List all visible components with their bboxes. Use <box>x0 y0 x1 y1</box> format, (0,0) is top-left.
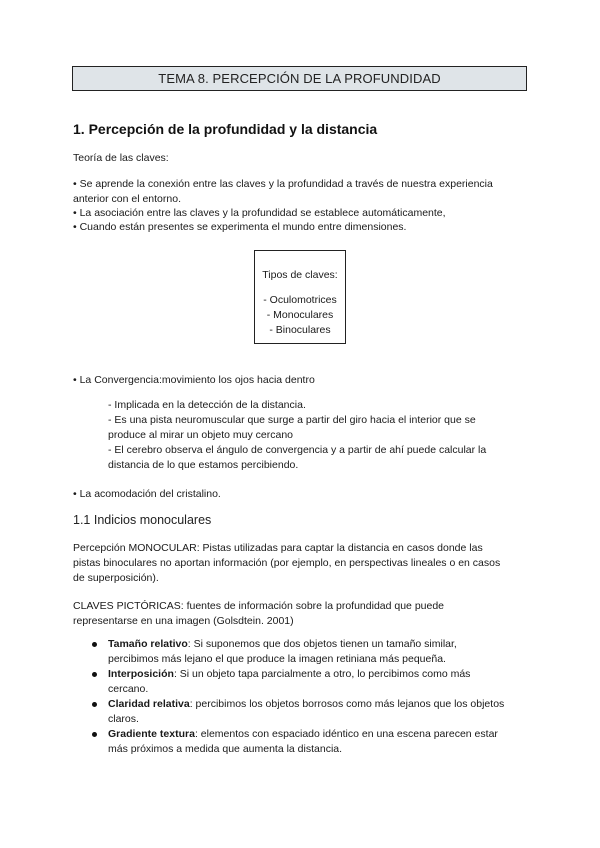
cue-line: claros. <box>108 713 139 725</box>
section-heading: 1. Percepción de la profundidad y la distancia <box>73 121 378 137</box>
bullet-line: • La asociación entre las claves y la profundidad se establece automáticamente, <box>73 207 446 219</box>
types-box-item: - Monoculares <box>266 309 334 321</box>
cue-term: Interposición <box>108 668 174 680</box>
bullet-line: • Se aprende la conexión entre las claves y la profundidad a través de nuestra experiencia <box>73 178 493 190</box>
bullet-dot-icon <box>92 702 97 707</box>
cue-term: Tamaño relativo <box>108 638 188 650</box>
convergence-detail: - Es una pista neuromuscular que surge a partir del giro hacia el interior que se <box>108 414 476 426</box>
cue-line <box>108 697 504 712</box>
bullet-dot-icon <box>92 672 97 677</box>
cue-line: percibimos más lejano el que produce la imagen retiniana más pequeña. <box>108 653 446 665</box>
bullet-dot-icon <box>92 732 97 737</box>
theory-label: Teoría de las claves: <box>73 152 169 164</box>
cue-text: : Si suponemos que dos objetos tienen un tamaño similar, <box>187 638 457 650</box>
types-box-title: Tipos de claves: <box>262 269 338 281</box>
cue-line <box>108 637 457 652</box>
subsection-heading: 1.1 Indicios monoculares <box>73 513 212 527</box>
convergence-detail: distancia de lo que estamos percibiendo. <box>108 459 299 471</box>
cue-text: : elementos con espaciado idéntico en una escena parecen estar <box>194 728 498 740</box>
convergence-bullet: • La Convergencia:movimiento los ojos hacia dentro <box>73 374 315 386</box>
cue-term: Gradiente textura <box>108 728 195 740</box>
cue-text: : percibimos los objetos borrosos como más lejanos que los objetos <box>189 698 505 710</box>
cue-term: Claridad relativa <box>108 698 190 710</box>
types-box-item: - Binoculares <box>269 324 331 336</box>
monocular-para-line: Percepción MONOCULAR: Pistas utilizadas para captar la distancia en casos donde las <box>73 542 483 554</box>
bullet-line: • Cuando están presentes se experimenta el mundo entre dimensiones. <box>73 221 407 233</box>
monocular-para-line: pistas binoculares no aportan información (por ejemplo, en perspectivas lineales o en casos <box>73 557 501 569</box>
cue-line <box>108 667 470 682</box>
accommodation-bullet: • La acomodación del cristalino. <box>73 488 221 500</box>
cue-text: : Si un objeto tapa parcialmente a otro, lo percibimos como más <box>173 668 471 680</box>
convergence-detail: - Implicada en la detección de la distancia. <box>108 399 306 411</box>
types-box-item: - Oculomotrices <box>263 294 337 306</box>
convergence-detail: - El cerebro observa el ángulo de convergencia y a partir de ahí puede calcular la <box>108 444 487 456</box>
cue-line: cercano. <box>108 683 149 695</box>
convergence-detail: produce al mirar un objeto muy cercano <box>108 429 294 441</box>
pictorial-para-line: representarse en una imagen (Golsdtein. 2001) <box>73 615 294 627</box>
bullet-dot-icon <box>92 642 97 647</box>
types-of-cues-box <box>254 250 346 344</box>
monocular-para-line: de superposición). <box>73 572 159 584</box>
bullet-line: anterior con el entorno. <box>73 193 181 205</box>
pictorial-para-line: CLAVES PICTÓRICAS: fuentes de información sobre la profundidad que puede <box>73 600 445 612</box>
cue-line <box>108 727 498 742</box>
page-title: TEMA 8. PERCEPCIÓN DE LA PROFUNDIDAD <box>72 66 527 91</box>
cue-line: más próximos a medida que aumenta la distancia. <box>108 743 343 755</box>
